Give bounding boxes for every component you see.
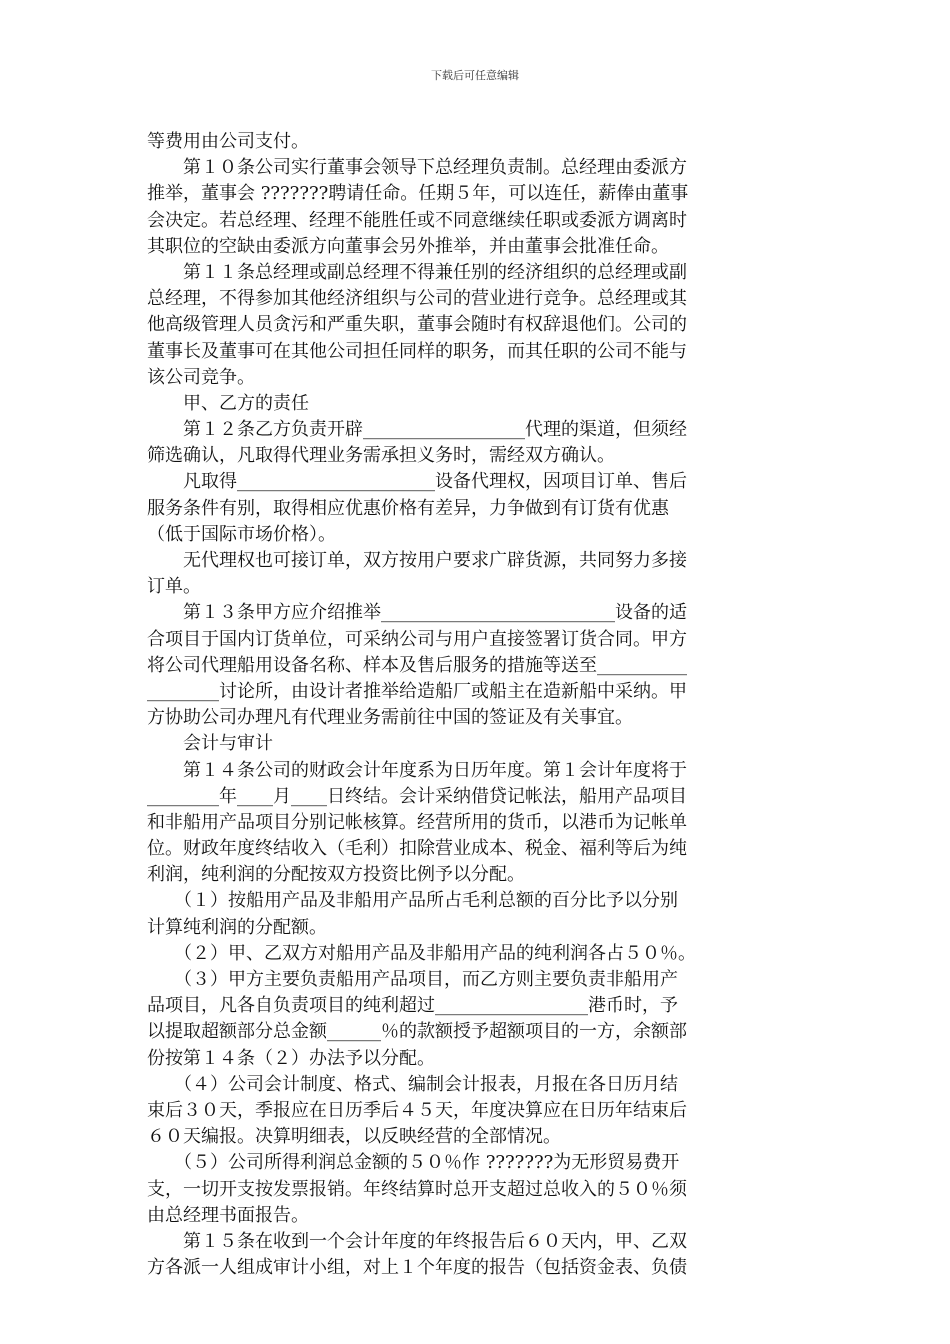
text-line: 第１５条在收到一个会计年度的年终报告后６０天内，甲、乙双 (147, 1230, 687, 1252)
text-line: （４）公司会计制度、格式、编制会计报表，月报在各日历月结 (147, 1073, 678, 1095)
text-line: 推举，董事会 ???????聘请任命。任期５年，可以连任，薪俸由董事 (147, 183, 689, 205)
text-line: 方协助公司办理凡有代理业务需前往中国的签证及有关事宜。 (147, 707, 633, 729)
text-line: 品项目，凡各自负责项目的纯利超过_________________港币时，予 (147, 995, 678, 1017)
text-line: 会决定。若总经理、经理不能胜任或不同意继续任职或委派方调离时 (147, 209, 687, 231)
text-line: 服务条件有别，取得相应优惠价格有差异，力争做到有订货有优惠 (147, 497, 669, 519)
text-line: 董事长及董事可在其他公司担任同样的职务，而其任职的公司不能与 (147, 340, 687, 362)
text-line: 由总经理书面报告。 (147, 1204, 309, 1226)
text-line: （低于国际市场价格）。 (147, 523, 336, 545)
text-line: ________讨论所，由设计者推举给造船厂或船主在造新船中采纳。甲 (147, 680, 687, 702)
text-line: 合项目于国内订货单位，可采纳公司与用户直接签署订货合同。甲方 (147, 628, 687, 650)
text-line: 第１０条公司实行董事会领导下总经理负责制。总经理由委派方 (147, 157, 687, 179)
text-line: 该公司竞争。 (147, 366, 255, 388)
text-line: 无代理权也可接订单，双方按用户要求广辟货源，共同努力多接 (147, 550, 687, 571)
text-line: 方各派一人组成审计小组，对上１个年度的报告（包括资金表、负债 (147, 1257, 687, 1279)
text-line: 第１４条公司的财政会计年度系为日历年度。第１会计年度将于 (147, 759, 687, 781)
text-line: 订单。 (147, 576, 201, 598)
text-line: 其职位的空缺由委派方向董事会另外推举，并由董事会批准任命。 (147, 235, 669, 257)
text-line: 第１３条甲方应介绍推举__________________________设备的适 (147, 602, 687, 624)
text-line: 筛选确认，凡取得代理业务需承担义务时，需经双方确认。 (147, 445, 615, 467)
text-line: 甲、乙方的责任 (147, 392, 309, 414)
text-line: 凡取得______________________设备代理权，因项目订单、售后 (147, 471, 687, 493)
text-line: 和非船用产品项目分别记帐核算。经营所用的货币，以港币为记帐单 (147, 811, 687, 833)
text-line: 等费用由公司支付。 (147, 131, 309, 152)
text-line: （１）按船用产品及非船用产品所占毛利总额的百分比予以分别 (147, 890, 678, 912)
text-line: 以提取超额部分总金额______％的款额授予超额项目的一方，余额部 (147, 1021, 687, 1043)
text-line: 将公司代理船用设备名称、样本及售后服务的措施等送至__________ (147, 654, 687, 676)
text-line: （２）甲、乙双方对船用产品及非船用产品的纯利润各占５０％。 (147, 942, 696, 964)
text-line: 位。财政年度终结收入（毛利）扣除营业成本、税金、福利等后为纯 (147, 838, 687, 860)
text-line: 他高级管理人员贪污和严重失职，董事会随时有权辞退他们。公司的 (147, 314, 687, 336)
text-line: 总经理，不得参加其他经济组织与公司的营业进行竞争。总经理或其 (147, 288, 687, 310)
text-line: 支，一切开支按发票报销。年终结算时总开支超过总收入的５０％须 (147, 1178, 687, 1200)
text-line: ________年____月____日终结。会计采纳借贷记帐法，船用产品项目 (147, 785, 687, 807)
text-line: （５）公司所得利润总金额的５０％作 ???????为无形贸易费开 (147, 1152, 680, 1174)
text-line: 第１１条总经理或副总经理不得兼任别的经济组织的总经理或副 (147, 261, 687, 283)
text-line: 份按第１４条（２）办法予以分配。 (147, 1047, 435, 1069)
text-line: 第１２条乙方负责开辟__________________代理的渠道，但须经 (147, 419, 687, 441)
text-line: （３）甲方主要负责船用产品项目，而乙方则主要负责非船用产 (147, 969, 678, 990)
page-header: 下载后可任意编辑 (431, 69, 519, 82)
text-line: 计算纯利润的分配额。 (147, 916, 327, 938)
text-line: ６０天编报。决算明细表，以反映经营的全部情况。 (147, 1126, 561, 1148)
document-body (147, 129, 806, 1281)
text-line: 会计与审计 (147, 733, 273, 755)
text-line: 利润，纯利润的分配按双方投资比例予以分配。 (147, 864, 525, 886)
text-line: 束后３０天，季报应在日历季后４５天，年度决算应在日历年结束后 (147, 1099, 687, 1121)
